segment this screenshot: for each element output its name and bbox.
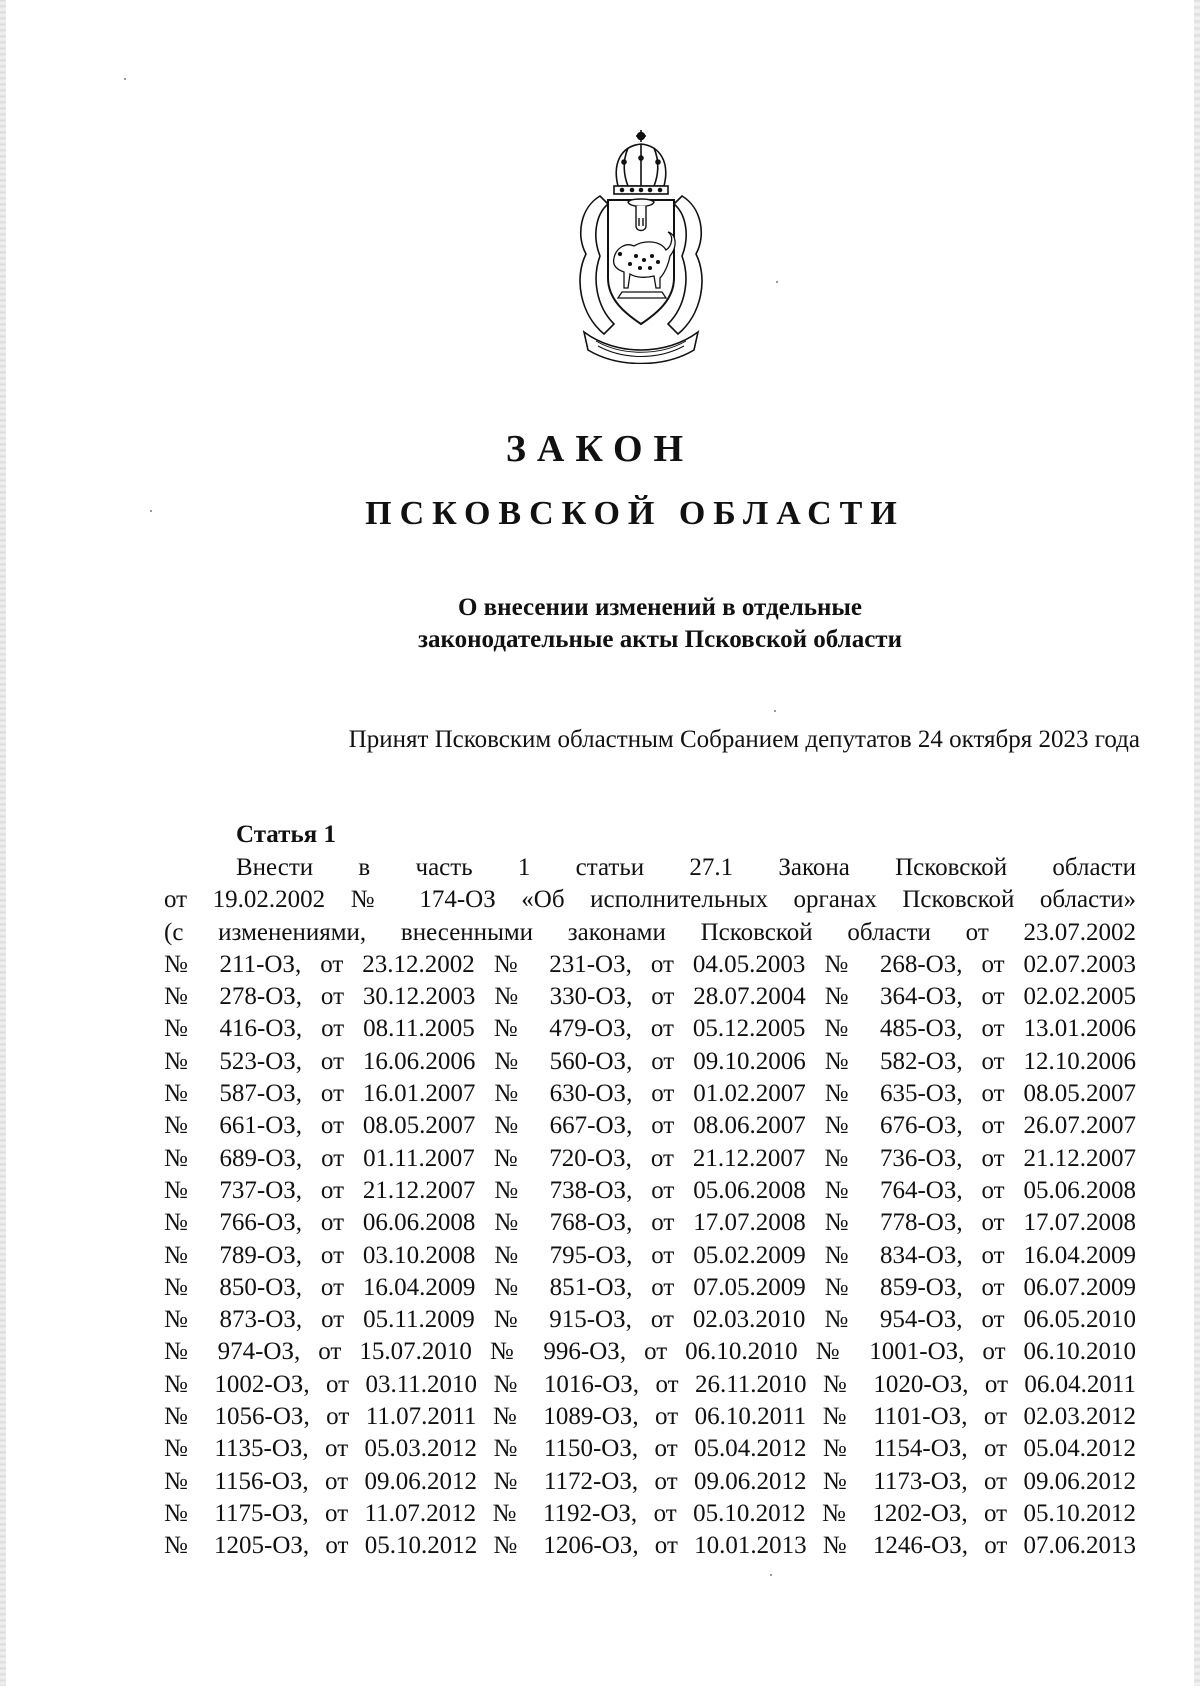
article-line: № 211-ОЗ, от 23.12.2002 № 231-ОЗ, от 04.05.2003 № 268-ОЗ, от 02.07.2003 xyxy=(164,950,1136,978)
article-line: № 850-ОЗ, от 16.04.2009 № 851-ОЗ, от 07.05.2009 № 859-ОЗ, от 06.07.2009 xyxy=(164,1273,1136,1301)
article-line: № 1135-ОЗ, от 05.03.2012 № 1150-ОЗ, от 05.04.2012 № 1154-ОЗ, от 05.04.2012 xyxy=(164,1435,1136,1463)
scan-speck xyxy=(776,281,778,283)
article-line: от 19.02.2002 № 174-ОЗ «Об исполнительных органах Псковской области» xyxy=(164,886,1136,914)
article-line: № 974-ОЗ, от 15.07.2010 № 996-ОЗ, от 06.10.2010 № 1001-ОЗ, от 06.10.2010 xyxy=(164,1338,1136,1366)
scan-speck xyxy=(770,1574,772,1576)
article-body xyxy=(164,852,1136,1563)
document-title: ЗАКОН xyxy=(505,428,695,470)
article-line: № 689-ОЗ, от 01.11.2007 № 720-ОЗ, от 21.12.2007 № 736-ОЗ, от 21.12.2007 xyxy=(164,1144,1136,1172)
adoption-note: Принят Псковским областным Собранием депутатов 24 октября 2023 года xyxy=(348,726,1140,753)
document-subject xyxy=(300,592,1020,656)
document-region: ПСКОВСКОЙ ОБЛАСТИ xyxy=(365,495,905,532)
article-line: № 766-ОЗ, от 06.06.2008 № 768-ОЗ, от 17.07.2008 № 778-ОЗ, от 17.07.2008 xyxy=(164,1209,1136,1237)
article-line: № 523-ОЗ, от 16.06.2006 № 560-ОЗ, от 09.10.2006 № 582-ОЗ, от 12.10.2006 xyxy=(164,1047,1136,1075)
article-heading: Статья 1 xyxy=(236,821,336,848)
article-line: (с изменениями, внесенными законами Псковской области от 23.07.2002 xyxy=(164,918,1136,946)
scan-speck xyxy=(124,78,126,80)
scan-edge-right xyxy=(1194,0,1200,1686)
article-line: № 416-ОЗ, от 08.11.2005 № 479-ОЗ, от 05.12.2005 № 485-ОЗ, от 13.01.2006 xyxy=(164,1015,1136,1043)
subject-line: О внесении изменений в отдельные xyxy=(457,594,863,621)
article-line: № 1205-ОЗ, от 05.10.2012 № 1206-ОЗ, от 10.01.2013 № 1246-ОЗ, от 07.06.2013 xyxy=(164,1532,1136,1560)
article-line: № 789-ОЗ, от 03.10.2008 № 795-ОЗ, от 05.02.2009 № 834-ОЗ, от 16.04.2009 xyxy=(164,1241,1136,1269)
article-line: № 661-ОЗ, от 08.05.2007 № 667-ОЗ, от 08.06.2007 № 676-ОЗ, от 26.07.2007 xyxy=(164,1112,1136,1140)
article-line: № 1175-ОЗ, от 11.07.2012 № 1192-ОЗ, от 05.10.2012 № 1202-ОЗ, от 05.10.2012 xyxy=(164,1499,1136,1527)
subject-line: законодательные акты Псковской области xyxy=(418,626,902,653)
article-line: № 1056-ОЗ, от 11.07.2011 № 1089-ОЗ, от 06.10.2011 № 1101-ОЗ, от 02.03.2012 xyxy=(164,1403,1136,1431)
scan-edge-left xyxy=(0,0,6,1686)
article-line: Внести в часть 1 статьи 27.1 Закона Псковской области xyxy=(236,854,1136,881)
article-line: № 1156-ОЗ, от 09.06.2012 № 1172-ОЗ, от 09.06.2012 № 1173-ОЗ, от 09.06.2012 xyxy=(164,1467,1136,1495)
article-line: № 587-ОЗ, от 16.01.2007 № 630-ОЗ, от 01.02.2007 № 635-ОЗ, от 08.05.2007 xyxy=(164,1080,1136,1108)
coat-of-arms-icon xyxy=(556,128,726,364)
article-line: № 737-ОЗ, от 21.12.2007 № 738-ОЗ, от 05.06.2008 № 764-ОЗ, от 05.06.2008 xyxy=(164,1176,1136,1204)
article-line: № 1002-ОЗ, от 03.11.2010 № 1016-ОЗ, от 26.11.2010 № 1020-ОЗ, от 06.04.2011 xyxy=(164,1370,1136,1398)
article-line: № 278-ОЗ, от 30.12.2003 № 330-ОЗ, от 28.07.2004 № 364-ОЗ, от 02.02.2005 xyxy=(164,983,1136,1011)
scan-speck xyxy=(774,710,776,712)
article-line: № 873-ОЗ, от 05.11.2009 № 915-ОЗ, от 02.03.2010 № 954-ОЗ, от 06.05.2010 xyxy=(164,1306,1136,1334)
